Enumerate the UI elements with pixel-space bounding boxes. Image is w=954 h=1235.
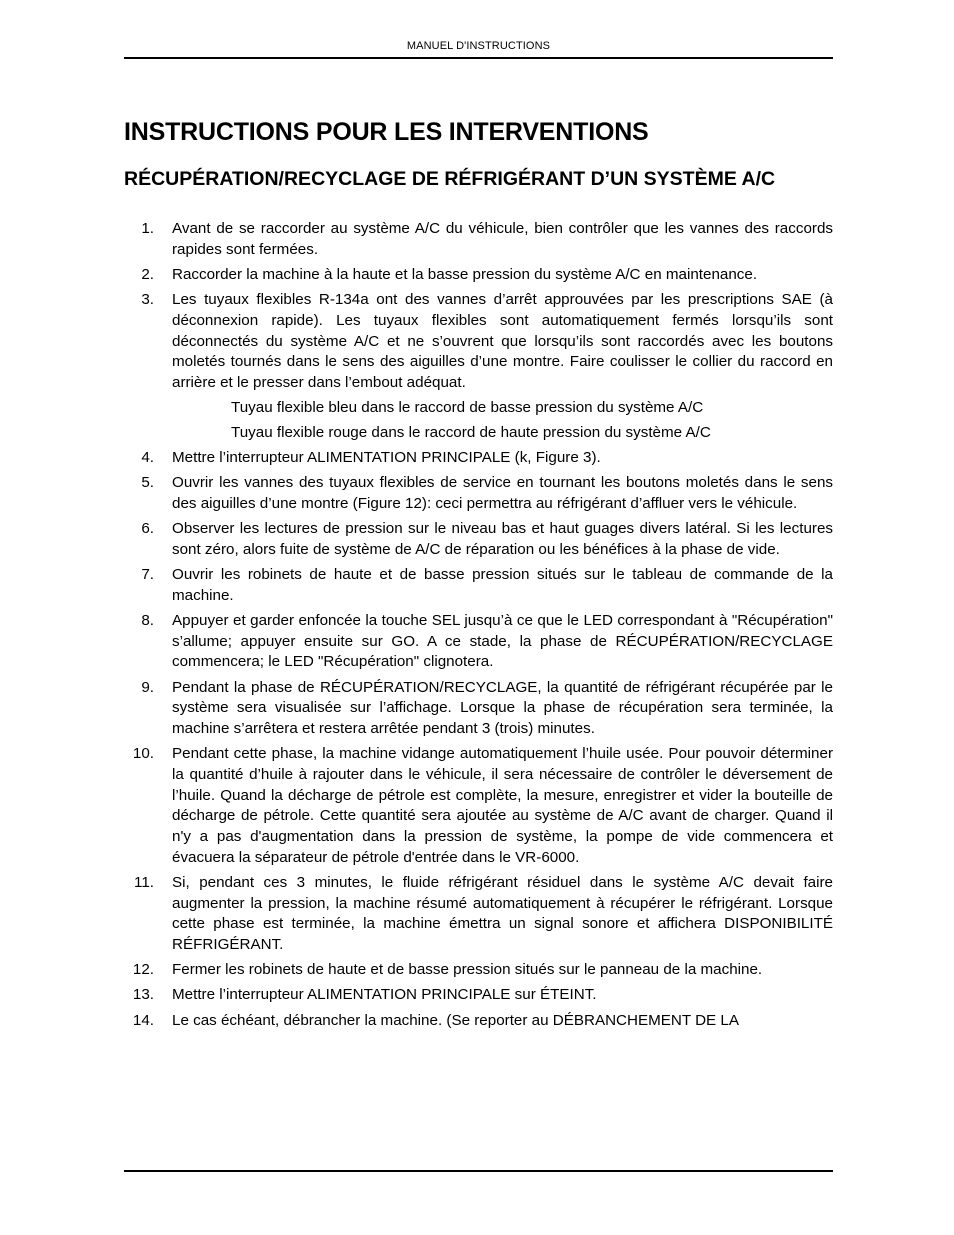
step-number: 14.: [132, 1011, 154, 1029]
running-header: MANUEL D'INSTRUCTIONS: [406, 40, 551, 52]
step-subnote-red-hose: Tuyau flexible rouge dans le raccord de haute pression du système A/C: [231, 423, 711, 441]
step-number: 6.: [141, 520, 154, 538]
step-text: Avant de se raccorder au système A/C du véhicule, bien contrôler que les vannes des raccords rapides sont fermées.: [172, 220, 833, 258]
step-text: Ouvrir les robinets de haute et de basse pression situés sur le tableau de commande de la machine.: [172, 566, 833, 604]
step-text: Les tuyaux flexibles R-134a ont des vannes d’arrêt approuvées par les prescriptions SAE (à déconnexion rapide). Les tuyaux flexibles sont automatiquement fermés lorsqu’ils sont déconnectés du système A/C et ne s’ouvrent que lorsqu’ils sont raccordés avec les boutons moletés tournés dans le sens des aiguilles d’une montre. Faire coulisser le collier du raccord en arrière et le presser dans l’embout adéquat.: [172, 291, 833, 391]
step-text: Mettre l’interrupteur ALIMENTATION PRINCIPALE (k, Figure 3).: [172, 449, 601, 467]
section-title: RÉCUPÉRATION/RECYCLAGE DE RÉFRIGÉRANT D’UN SYSTÈME A/C: [124, 168, 776, 190]
step-3: [124, 290, 833, 443]
instruction-steps: [124, 219, 833, 1036]
step-text: Si, pendant ces 3 minutes, le fluide réfrigérant résiduel dans le système A/C devait faire augmenter la pression, la machine résumé automatiquement à récupérer le réfrigérant. Lorsque cette phase est terminée, la machine émettra un signal sonore et affichera DISPONIBILITÉ RÉFRIGÉRANT.: [172, 873, 833, 953]
step-number: 7.: [141, 566, 154, 584]
step-9: [124, 678, 833, 740]
step-number: 12.: [132, 961, 154, 979]
step-8: [124, 611, 833, 673]
step-number: 2.: [141, 265, 154, 283]
step-text: Appuyer et garder enfoncée la touche SEL jusqu’à ce que le LED correspondant à "Récupération" s’allume; appuyer ensuite sur GO. A ce stade, la phase de RÉCUPÉRATION/RECYCLAGE commencera; le LED "Récupération" clignotera.: [172, 611, 833, 671]
step-2: [124, 265, 833, 286]
step-5: [124, 473, 833, 514]
step-text: Fermer les robinets de haute et de basse pression situés sur le panneau de la machine.: [172, 961, 763, 979]
step-text: Observer les lectures de pression sur le niveau bas et haut guages divers latéral. Si les lectures sont zéro, alors fuite de système de A/C de réparation ou les bénéfices à la phase de vide.: [172, 520, 833, 558]
step-text: Mettre l’interrupteur ALIMENTATION PRINCIPALE sur ÉTEINT.: [172, 986, 597, 1004]
step-number: 9.: [141, 678, 154, 696]
step-14: [124, 1011, 833, 1032]
step-number: 8.: [141, 611, 154, 629]
step-number: 13.: [132, 986, 154, 1004]
step-11: [124, 873, 833, 956]
step-number: 4.: [141, 449, 154, 467]
step-12: [124, 960, 833, 981]
step-number: 10.: [132, 745, 154, 763]
step-text: Ouvrir les vannes des tuyaux flexibles de service en tournant les boutons moletés dans le sens des aiguilles d’une montre (Figure 12): ceci permettra au réfrigérant d’affluer vers le véhicule.: [172, 474, 833, 512]
step-number: 11.: [134, 873, 154, 891]
step-6: [124, 519, 833, 560]
step-13: [124, 985, 833, 1006]
step-number: 1.: [141, 220, 154, 237]
step-text: Pendant la phase de RÉCUPÉRATION/RECYCLAGE, la quantité de réfrigérant récupérée par le système sera visualisée sur l’affichage. Lorsque la phase de récupération sera terminée, la machine s’arrêtera et restera arrêtée pendant 3 (trois) minutes.: [172, 678, 833, 737]
step-1: [124, 219, 833, 260]
step-number: 3.: [141, 291, 154, 309]
footer-rule: [124, 1170, 833, 1172]
step-4: [124, 448, 833, 469]
step-10: [124, 744, 833, 868]
page-title: INSTRUCTIONS POUR LES INTERVENTIONS: [124, 118, 649, 146]
step-7: [124, 565, 833, 606]
step-text: Raccorder la machine à la haute et la basse pression du système A/C en maintenance.: [172, 265, 758, 283]
step-number: 5.: [141, 474, 154, 492]
step-text: Pendant cette phase, la machine vidange automatiquement l’huile usée. Pour pouvoir déterminer la quantité d’huile à rajouter dans le véhicule, il sera nécessaire de contrôler le déversement de l’huile. Quand la décharge de pétrole est complète, la mesure, enregistrer et vider la bouteille de décharge de pétrole. Cette quantité sera ajoutée au système de A/C avant de charger. Quand il n'y a pas d'augmentation dans la pression de système, la pompe de vide commencera et évacuera la séparateur de pétrole d'entrée dans le VR-6000.: [172, 745, 833, 866]
step-text: Le cas échéant, débrancher la machine. (Se reporter au DÉBRANCHEMENT DE LA: [172, 1011, 739, 1029]
step-subnote-blue-hose: Tuyau flexible bleu dans le raccord de basse pression du système A/C: [231, 398, 704, 416]
